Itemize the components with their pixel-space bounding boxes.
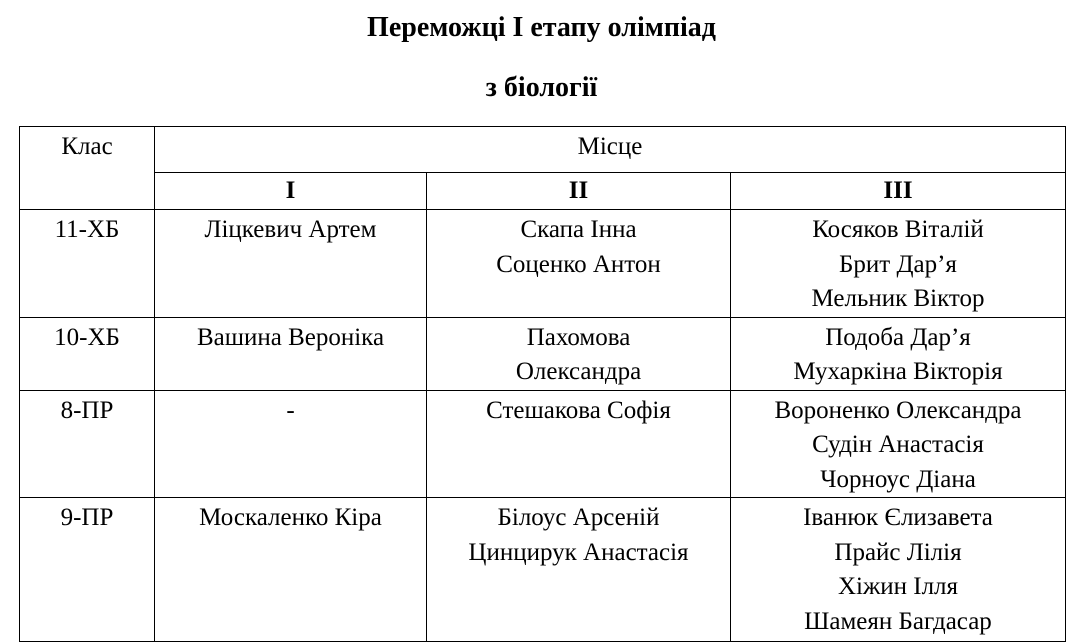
class-label: 9-ПР	[60, 504, 114, 531]
winner-name: Білоус Арсеній	[497, 504, 660, 531]
header-row-places	[20, 173, 1066, 210]
column-header-misce: Місце	[155, 127, 1066, 173]
winner-name: Ліцкевич Артем	[204, 216, 377, 243]
winner-name: -	[286, 396, 295, 424]
winner-name: Вороненко Олександра	[774, 396, 1022, 424]
winner-name: Вашина Вероніка	[196, 323, 385, 351]
column-header-place-3: ІІІ	[731, 173, 1066, 210]
winner-name: Прайс Лілія	[834, 538, 962, 566]
winner-name: Іванюк Єлизавета	[803, 504, 993, 531]
third-place-cell	[731, 498, 1066, 642]
table-row	[20, 390, 1066, 498]
winner-name: Хіжин Ілля	[837, 573, 959, 600]
winners-table	[19, 126, 1066, 642]
winner-name: Олександра	[515, 358, 642, 385]
column-header-klas: Клас	[20, 127, 155, 210]
class-label: 10-ХБ	[54, 323, 120, 351]
second-place-cell	[427, 390, 731, 498]
winner-name: Стешакова Софія	[486, 396, 671, 424]
first-place-cell	[155, 390, 427, 498]
class-label: 8-ПР	[60, 396, 114, 424]
table-row	[20, 210, 1066, 318]
table-row	[20, 317, 1066, 390]
winner-name: Косяков Віталій	[812, 216, 984, 243]
winner-name: Соценко Антон	[496, 250, 661, 278]
class-cell	[20, 498, 155, 642]
winner-name: Мухаркіна Вікторія	[793, 358, 1003, 385]
second-place-cell	[427, 498, 731, 642]
third-place-cell	[731, 317, 1066, 390]
document-title-line-2: з біології	[485, 72, 598, 103]
winner-name: Чорноус Діана	[820, 465, 976, 493]
winner-name: Мельник Віктор	[811, 285, 985, 312]
second-place-cell	[427, 317, 731, 390]
second-place-cell	[427, 210, 731, 318]
first-place-cell	[155, 317, 427, 390]
winner-name: Москаленко Кіра	[199, 504, 382, 531]
winner-name: Подоба Дар’я	[825, 323, 971, 351]
third-place-cell	[731, 390, 1066, 498]
winner-name: Цинцирук Анастасія	[468, 538, 689, 566]
third-place-cell	[731, 210, 1066, 318]
class-label: 11-ХБ	[54, 216, 120, 243]
column-header-place-1: І	[155, 173, 427, 210]
winner-name: Судін Анастасія	[812, 431, 984, 458]
winner-name: Пахомова	[526, 323, 631, 351]
class-cell	[20, 210, 155, 318]
header-row-top	[20, 127, 1066, 173]
winner-name: Брит Дар’я	[839, 250, 957, 278]
table-row	[20, 498, 1066, 642]
winner-name: Скапа Інна	[520, 216, 637, 243]
class-cell	[20, 317, 155, 390]
first-place-cell	[155, 210, 427, 318]
document-title-line-1: Переможці І етапу олімпіад	[367, 12, 716, 43]
class-cell	[20, 390, 155, 498]
winner-name: Шамеян Багдасар	[804, 607, 992, 635]
column-header-place-2: ІІ	[427, 173, 731, 210]
first-place-cell	[155, 498, 427, 642]
